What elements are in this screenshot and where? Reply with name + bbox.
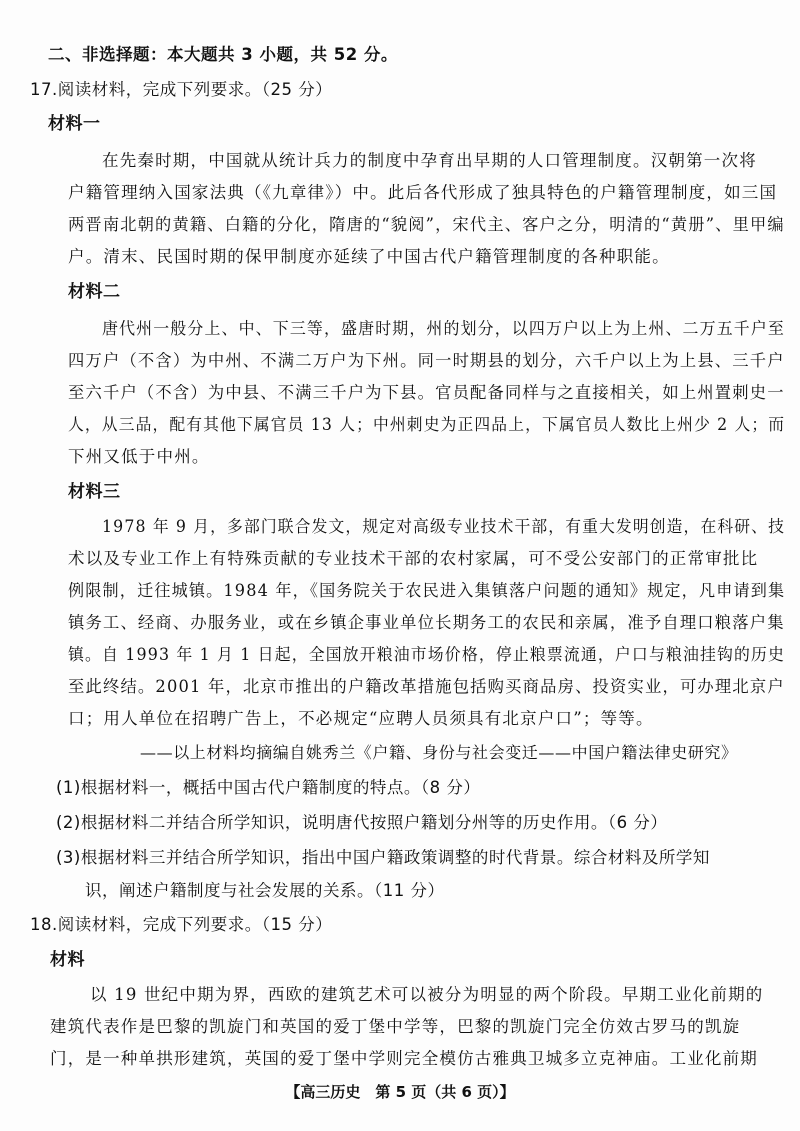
material-2-line: 人，从三品，配有其他下属官员 13 人；中州刺史为正四品上，下属官员人数比上州少 2 人；而 [68,415,786,434]
q17-subquestion-2: (2)根据材料二并结合所学知识，说明唐代按照户籍划分州等的历史作用。（6 分） [56,813,668,832]
material-3-line: 术以及专业工作上有特殊贡献的专业技术干部的农村家属，可不受公安部门的正常审批比 [68,549,759,568]
material-1-line: 户。清末、民国时期的保甲制度亦延续了中国古代户籍管理制度的各种职能。 [68,247,670,266]
q18-material-line: 门，是一种单拱形建筑，英国的爱丁堡中学则完全模仿古雅典卫城多立克神庙。工业化前期 [50,1049,758,1068]
q17-subquestion-3: (3)根据材料三并结合所学知识，指出中国户籍政策调整的时代背景。综合材料及所学知 [56,848,710,867]
material-2-line: 唐代州一般分上、中、下三等，盛唐时期，州的划分，以四万户以上为上州、二万五千户至 [102,319,786,338]
q18-prompt: 18.阅读材料，完成下列要求。（15 分） [30,915,333,934]
material-3-line: 镇务工、经商、办服务业，或在乡镇企事业单位长期务工的农民和亲属，准予自理口粮落户集 [68,613,785,632]
material-2-label: 材料二 [68,282,121,302]
material-1-line: 户籍管理纳入国家法典（《九章律》）中。此后各代形成了独具特色的户籍管理制度，如三国 [68,183,778,202]
material-3-line: 镇。自 1993 年 1 月 1 日起，全国放开粮油市场价格，停止粮票流通，户口与粮油挂钩的历史 [68,645,786,664]
material-2-line: 至六千户（不含）为中县、不满三千户为下县。官员配备同样与之直接相关，如上州置刺史一 [68,383,785,402]
material-3-line: 例限制，迁往城镇。1984 年，《国务院关于农民进入集镇落户问题的通知》规定，凡申请到集 [68,581,786,600]
material-1-label: 材料一 [48,114,101,134]
material-3-line: 口；用人单位在招聘广告上，不必规定“应聘人员须具有北京户口”；等等。 [68,709,654,728]
material-1-line: 在先秦时期，中国就从统计兵力的制度中孕育出早期的人口管理制度。汉朝第一次将 [102,151,757,170]
material-2-line: 下州又低于中州。 [68,447,210,466]
material-2-line: 四万户（不含）为中州、不满二万户为下州。同一时期县的划分，六千户以上为上县、三千户 [68,351,785,370]
q17-prompt: 17.阅读材料，完成下列要求。（25 分） [30,80,333,99]
q17-subquestion-1: (1)根据材料一，概括中国古代户籍制度的特点。（8 分） [56,778,481,797]
q18-material-label: 材料 [50,950,85,970]
material-1-line: 两晋南北朝的黄籍、白籍的分化，隋唐的“貌阅”，宋代主、客户之分，明清的“黄册”、里甲编 [68,215,785,234]
material-source: ——以上材料均摘编自姚秀兰《户籍、身份与社会变迁——中国户籍法律史研究》 [140,743,738,762]
q18-material-line: 建筑代表作是巴黎的凯旋门和英国的爱丁堡中学等，巴黎的凯旋门完全仿效古罗马的凯旋 [50,1017,741,1036]
q17-subquestion-3-cont: 识，阐述户籍制度与社会发展的关系。（11 分） [85,881,445,900]
material-3-label: 材料三 [68,482,121,502]
section-title: 二、非选择题：本大题共 3 小题，共 52 分。 [48,45,398,64]
q18-material-line: 以 19 世纪中期为界，西欧的建筑艺术可以被分为明显的两个阶段。早期工业化前期的 [90,985,764,1004]
material-3-line: 至此终结。2001 年，北京市推出的户籍改革措施包括购买商品房、投资实业，可办理北京户 [68,677,785,696]
material-3-line: 1978 年 9 月，多部门联合发文，规定对高级专业技术干部，有重大发明创造，在科研、技 [102,517,785,536]
page-footer: 【高三历史 第 5 页（共 6 页）】 [285,1083,515,1101]
